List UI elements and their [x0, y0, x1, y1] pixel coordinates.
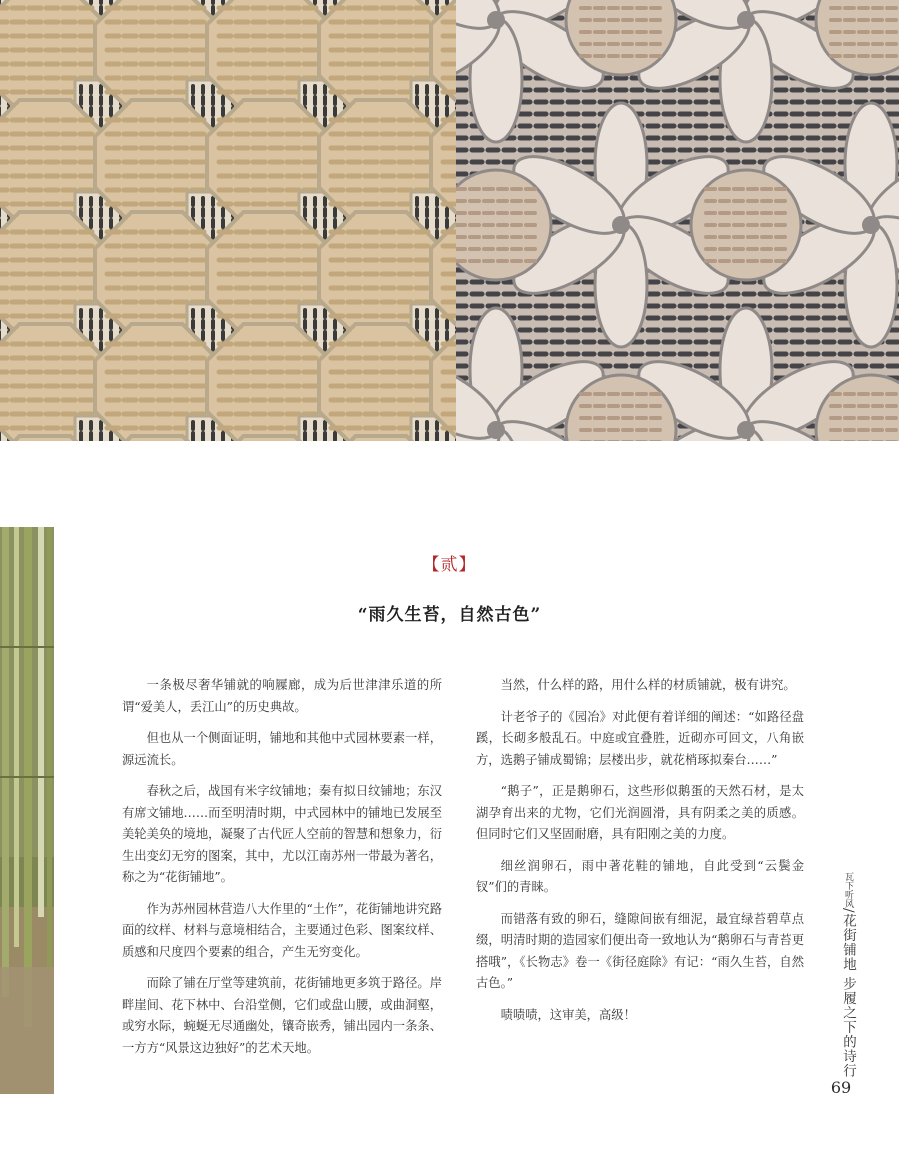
running-title-main: 花街铺地 步履之下的诗行 [840, 913, 856, 1079]
paragraph: 但也从一个侧面证明，铺地和其他中式园林要素一样，源远流长。 [122, 731, 442, 767]
paragraph: 当然，什么样的路，用什么样的材质铺就，极有讲究。 [500, 678, 796, 692]
paragraph: 而错落有致的卵石，缝隙间嵌有细泥，最宜绿苔碧草点缀，明清时期的造园家们便出奇一致地认为“鹅卵石与青苔更搭哦”，《长物志》卷一《街径庭除》有记：“雨久生苔，自然古色。” [476, 911, 804, 990]
section-number: 【贰】 [422, 555, 477, 575]
paragraph: 作为苏州园林营造八大作里的“土作”，花街铺地讲究路面的纹样、材料与意境相结合，主要通过色彩、图案纹样、质感和尺度四个要素的组合，产生无穷变化。 [122, 901, 442, 959]
page-number: 69 [830, 1078, 852, 1097]
text-column-right [476, 675, 804, 1036]
flower-pebble-paving-photo [456, 0, 899, 441]
paragraph: 啧啧啧，这审美，高级！ [500, 1007, 636, 1022]
paragraph: 细丝润卵石，雨中著花鞋的铺地，自此受到“云鬓金钗”们的青睐。 [476, 858, 804, 894]
paragraph: 春秋之后，战国有米字纹铺地；秦有拟日纹铺地；东汉有席文铺地……而至明清时期，中式园林中的铺地已发展至美轮美奂的境地，凝聚了古代匠人空前的智慧和想象力，衍生出变幻无穷的图案，其中，尤以江南苏州一带最为著名，称之为“花街铺地”。 [122, 784, 442, 884]
paragraph: 一条极尽奢华铺就的响屧廊，成为后世津津乐道的所谓“爱美人，丢江山”的历史典故。 [122, 678, 442, 714]
text-column-left [122, 675, 442, 1069]
paragraph: “鹅子”，正是鹅卵石，这些形似鹅蛋的天然石材，是太湖孕育出来的尤物，它们光润圆滑，具有阴柔之美的质感。但同时它们又坚固耐磨，具有阳刚之美的力度。 [476, 784, 804, 841]
section-title: “雨久生苔，自然古色” [357, 605, 542, 625]
paragraph: 而除了铺在厅堂等建筑前，花街铺地更多筑于路径。岸畔崖间、花下林中、台沿堂侧，它们或盘山腰，或曲洞壑，或穷水际，蜿蜒无尽通幽处，镶奇嵌秀，铺出园内一条条、一方方“风景这边独好”的艺术天地。 [122, 976, 442, 1055]
octagon-pebble-paving-photo [0, 0, 456, 441]
running-title-prefix: 瓦下听风 [843, 872, 853, 908]
running-title [838, 872, 858, 1078]
paragraph: 计老爷子的《园冶》对此便有着详细的阐述：“如路径盘蹊，长砌多般乱石。中庭或宜叠胜，近砌亦可回文，八角嵌方，选鹅子铺成蜀锦；层楼出步，就花梢琢拟秦台……” [476, 709, 804, 767]
running-title-slash: / [840, 908, 856, 914]
